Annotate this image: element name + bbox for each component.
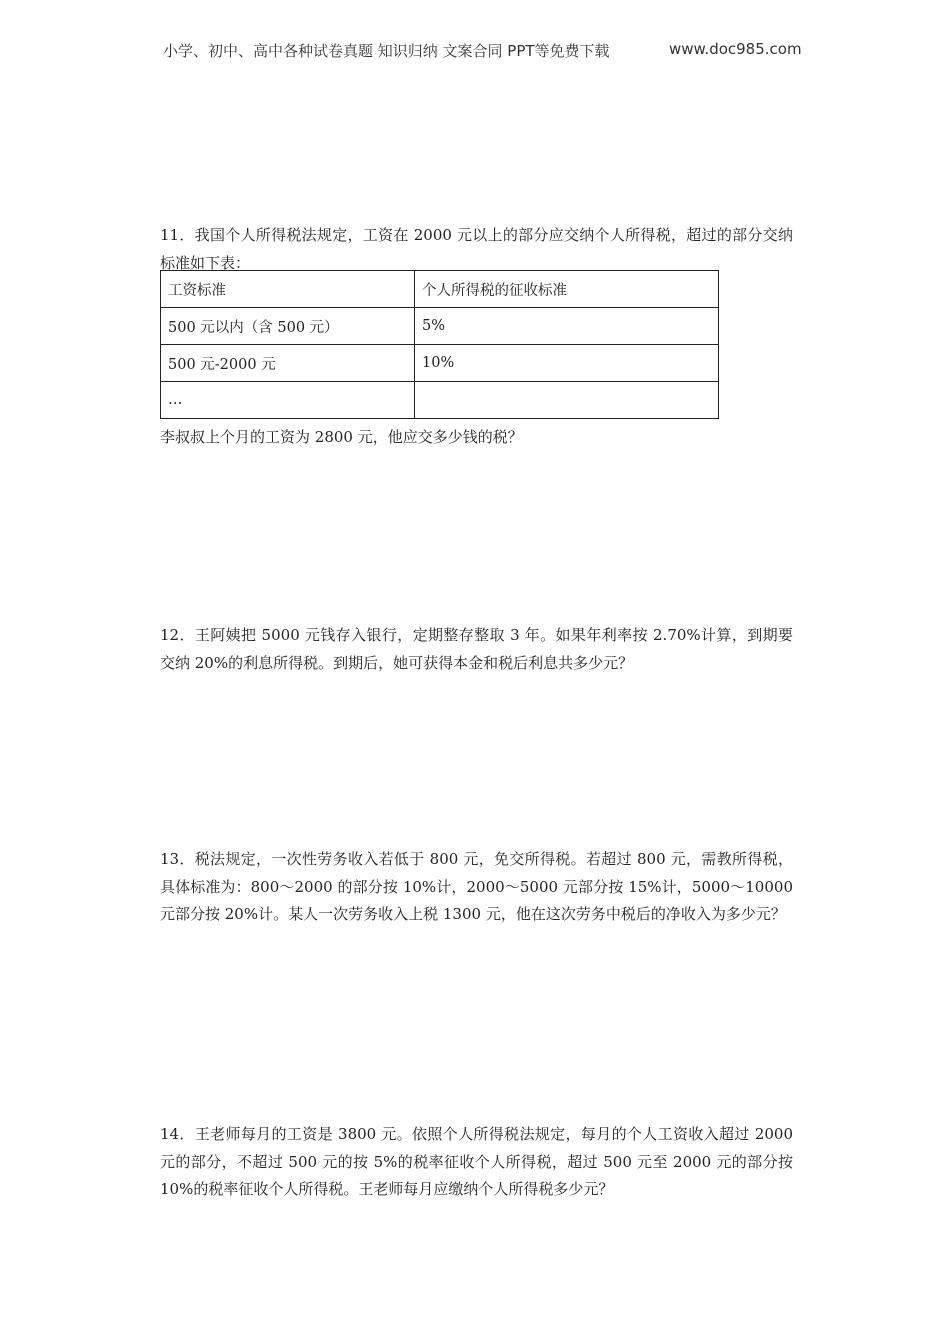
question-13-text: 13．税法规定，一次性劳务收入若低于 800 元，免交所得税。若超过 800 元，需教所得税，具体标准为：800～2000 的部分按 10%计，2000～5000 元部分按 15%计，5000～10000 元部分按 20%计。某人一次劳务收入上税 1300 元，他在这次劳务中税后的净收入为多少元？ <box>160 850 793 923</box>
question-11-intro <box>160 222 793 277</box>
table-cell: 500 元-2000 元 <box>161 345 415 382</box>
table-row <box>161 382 719 419</box>
table-cell: 5% <box>415 308 719 345</box>
question-11-ask: 李叔叔上个月的工资为 2800 元，他应交多少钱的税？ <box>160 428 523 446</box>
table-header-cell: 个人所得税的征收标准 <box>415 271 719 308</box>
table-row <box>161 308 719 345</box>
question-14-text: 14．王老师每月的工资是 3800 元。依照个人所得税法规定，每月的个人工资收入超过 2000 元的部分，不超过 500 元的按 5%的税率征收个人所得税，超过 500 元至 2000 元的部分按 10%的税率征收个人所得税。王老师每月应缴纳个人所得税多少元？ <box>160 1125 793 1198</box>
table-cell <box>415 382 719 419</box>
table-header-cell: 工资标准 <box>161 271 415 308</box>
question-14 <box>160 1121 793 1204</box>
header-text: 小学、初中、高中各种试卷真题 知识归纳 文案合同 PPT等免费下载 <box>163 42 610 60</box>
table-row <box>161 345 719 382</box>
table-cell: … <box>161 382 415 419</box>
page-header <box>163 40 802 61</box>
question-12 <box>160 622 793 677</box>
question-11-text: 11．我国个人所得税法规定，工资在 2000 元以上的部分应交纳个人所得税，超过的部分交纳标准如下表： <box>160 226 793 272</box>
table-cell: 10% <box>415 345 719 382</box>
question-12-text: 12．王阿姨把 5000 元钱存入银行，定期整存整取 3 年。如果年利率按 2.70%计算，到期要交纳 20%的利息所得税。到期后，她可获得本金和税后利息共多少元？ <box>160 626 793 672</box>
header-url[interactable]: www.doc985.com <box>669 40 802 58</box>
tax-table <box>160 270 719 419</box>
question-13 <box>160 846 793 929</box>
table-header-row <box>161 271 719 308</box>
table-cell: 500 元以内（含 500 元） <box>161 308 415 345</box>
question-11-followup <box>160 424 793 452</box>
